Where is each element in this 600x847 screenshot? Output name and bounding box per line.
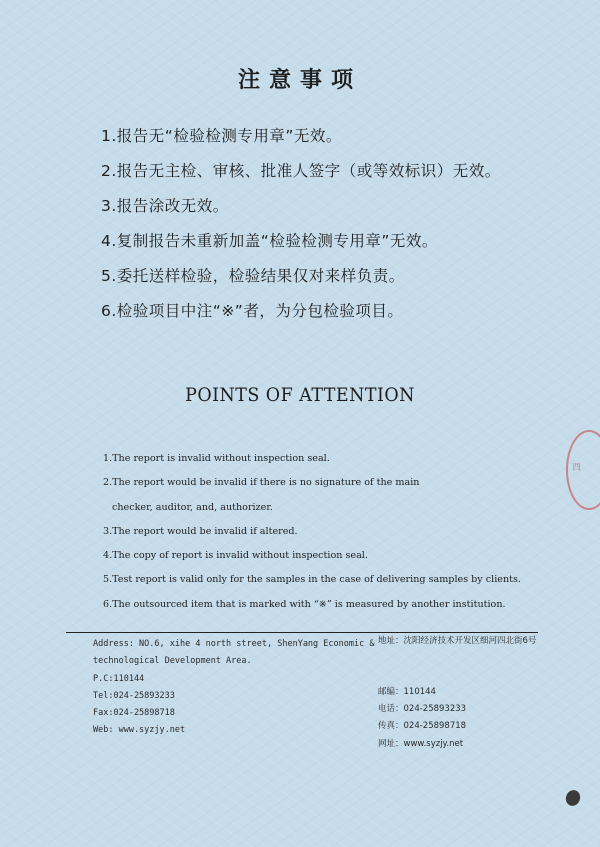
cn-notice-list <box>101 121 501 331</box>
fax-text: 传真：024-25898718 <box>378 721 467 732</box>
en-notice-item-continuation: checker, auditor, and, authorizer. <box>112 501 273 513</box>
cn-notice-item: 5.委托送样检验，检验结果仅对来样负责。 <box>101 267 405 285</box>
fax-text: Fax:024-25898718 <box>93 708 175 719</box>
postcode-text: 邮编：110144 <box>378 686 436 697</box>
en-notice-list <box>103 449 521 619</box>
en-notice-item: 2.The report would be invalid if there is no signature of the main <box>103 477 420 489</box>
cn-page-title: 注意事项 <box>237 68 362 93</box>
seal-text: 酉 <box>572 463 582 473</box>
en-notice-item: 3.The report would be invalid if altered. <box>103 525 298 537</box>
en-notice-item: 5.Test report is valid only for the samples in the case of delivering samples by clients. <box>103 574 521 586</box>
cn-notice-item: 3.报告涂改无效。 <box>101 197 229 215</box>
web-text: 网址：www.syzjy.net <box>378 738 464 749</box>
address-line: 地址：沈阳经济技术开发区细河四北街6号 <box>378 636 537 646</box>
footer-address-en <box>93 636 374 740</box>
web-text: Web: www.syzjy.net <box>93 725 186 736</box>
cn-notice-item: 6.检验项目中注“※”者，为分包检验项目。 <box>101 302 404 320</box>
seal-stamp-fragment <box>566 430 600 510</box>
en-notice-item: 4.The copy of report is invalid without inspection seal. <box>103 550 368 562</box>
postcode-text: P.C:110144 <box>93 673 145 684</box>
ink-spot <box>564 788 583 808</box>
cn-notice-item: 4.复制报告未重新加盖“检验检测专用章”无效。 <box>101 232 438 250</box>
en-page-title: POINTS OF ATTENTION <box>185 384 415 406</box>
en-notice-item: 6.The outsourced item that is marked with “※” is measured by another institution. <box>103 598 506 610</box>
cn-notice-item: 1.报告无“检验检测专用章”无效。 <box>101 127 342 145</box>
cn-notice-item: 2.报告无主检、审核、批准人签字（或等效标识）无效。 <box>101 162 501 180</box>
footer-address-cn <box>378 633 536 753</box>
address-line: technological Development Area. <box>93 656 252 667</box>
tel-text: 电话：024-25893233 <box>378 704 467 715</box>
address-line: Address: NO.6, xihe 4 north street, ShenYang Economic & <box>93 639 375 649</box>
tel-text: Tel:024-25893233 <box>93 690 175 701</box>
en-notice-item: 1.The report is invalid without inspection seal. <box>103 453 330 464</box>
